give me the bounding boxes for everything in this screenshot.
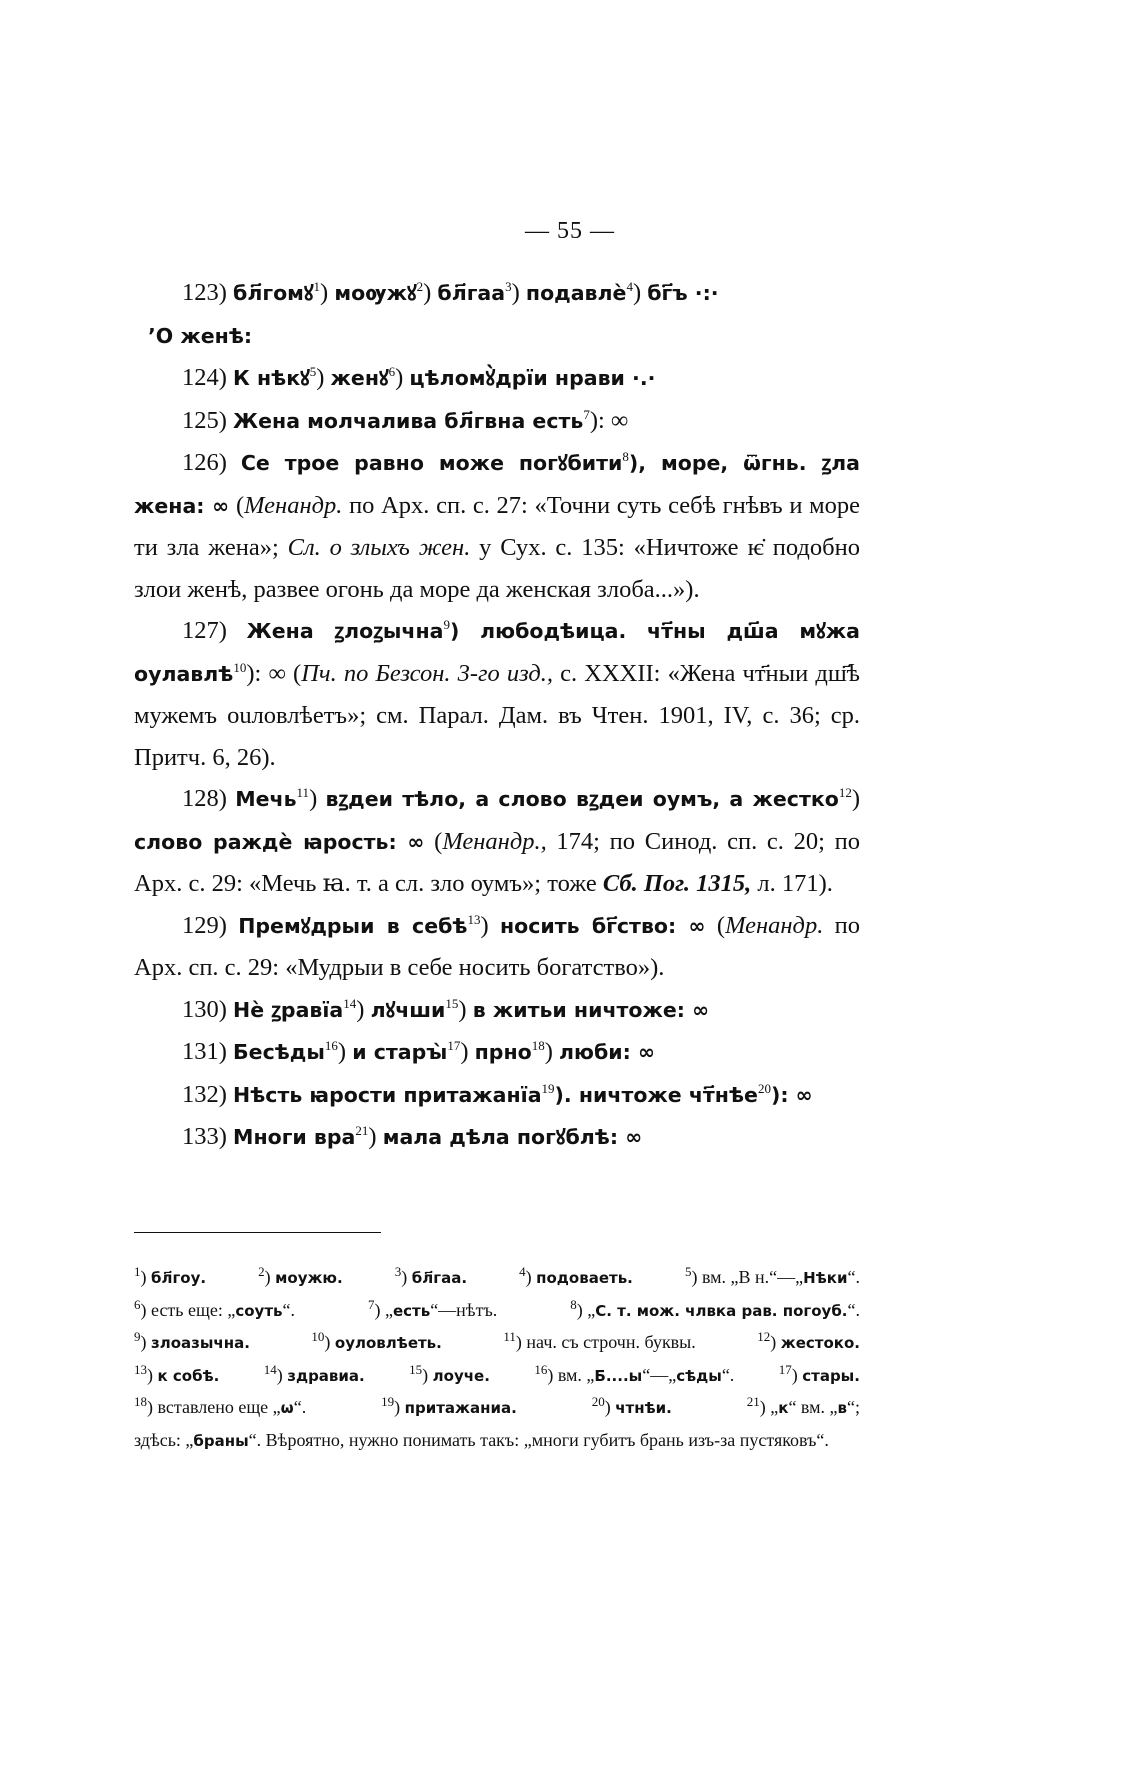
entry-133: 133) Многи вра$^{21}$) мала дѣла погꙋблѣ: ∞ [182, 1122, 643, 1150]
entry-131: 131) Бесѣды$^{16}$) и старꙑ̀$^{17}$) прно$^{18}$) люби: ∞ [182, 1037, 656, 1065]
footnote-number: 14 [263, 1361, 277, 1377]
footnote-number: 15 [409, 1361, 423, 1377]
source-title: Сб. Пог. 1315, [602, 870, 752, 897]
footnote-text: “—„ [642, 1364, 677, 1385]
footnote-ref: 21 [355, 1122, 369, 1138]
end-mark: : ∞ [597, 406, 629, 434]
footnote-text: “. Вѣроятно, нужно понимать такъ: „многи губитъ брань изъ-за пустяковъ“. [248, 1429, 829, 1450]
source-title: Менандр. [725, 911, 824, 939]
footnote-ref: 14 [343, 995, 357, 1011]
slavonic-text: прно [474, 1040, 532, 1064]
entry-number: 125) [182, 406, 227, 434]
slavonic-text: ) любодѣица. чт҃ны дш҃а мꙋжа оулавлѣ [134, 619, 860, 686]
footnote-text: браны [193, 1431, 249, 1450]
entry-130: 130) Нѐ ꙁравїа$^{14}$) лꙋчши$^{15}$) в житьи ничтоже: ∞ [182, 995, 710, 1023]
footnote-number: 20 [591, 1394, 605, 1409]
slavonic-text: носить бг҃ство: ∞ [499, 913, 706, 938]
footnote-text: притажаниа. [404, 1399, 517, 1417]
slavonic-text: женꙋ [330, 366, 389, 390]
footnote-text: “. [282, 1299, 295, 1320]
footnote-line: $^9$) злоазычна. $^{10}$) оуловлѣеть. $^{11}$) нач. съ строчн. буквы. $^{12}$) жестоко. [134, 1327, 860, 1360]
section-heading [134, 315, 860, 358]
commentary: ( [705, 911, 726, 939]
footnote-text: в [837, 1399, 847, 1417]
footnote-number: 6 [134, 1296, 141, 1312]
commentary: с. XXXII: «Жена чт҃ныи дш҃ѣ мужемъ ouловлѣетъ»; см. Парал. Дам. въ Чтен. 1901, IV, с. 36; ср. Притч. 6, 26). [134, 659, 860, 771]
slavonic-text: ): ∞ [770, 1082, 813, 1107]
footnote-ref: 13 [467, 911, 481, 927]
source-title: Пч. по Безсон. 3-го изд., [301, 659, 554, 687]
footnote-number: 5 [684, 1264, 692, 1279]
entry-number: 127) [182, 617, 227, 644]
slavonic-text: цѣломꙋ̀дрїи нрави ·.· [409, 366, 656, 390]
footnote-text: сѣды [676, 1366, 722, 1385]
footnote-number: 21 [746, 1394, 760, 1409]
commentary: по Арх. сп. с. 27: «Точни суть себѣ гнѣвъ и море ти зла жена»; [134, 491, 861, 561]
footnote-text: есть еще: „ [151, 1299, 236, 1320]
footnote-text: вставлено еще „ [157, 1397, 281, 1417]
footnote-ref: 4 [626, 278, 633, 294]
entry-125: 125) Жена молчалива бл҃гвна есть$^7$): ∞ [182, 406, 629, 434]
commentary: л. 171). [751, 870, 833, 897]
entry-number: 124) [182, 364, 227, 391]
footnote-text: здѣсь: „ [134, 1429, 194, 1450]
footnote-number: 9 [134, 1329, 141, 1344]
slavonic-text: и старꙑ̀ [352, 1040, 448, 1064]
commentary: по Арх. сп. с. 29: «Мудрыи в себе носить богатство»). [134, 911, 860, 981]
footnote-text: ѡ [280, 1399, 294, 1417]
footnotes [134, 1262, 860, 1457]
source-title: Сл. о злыхъ жен. [287, 534, 471, 561]
slavonic-text: в житьи ничтоже: ∞ [472, 997, 710, 1022]
entry-128: 128) Мечь$^{11}$) вꙁдеи тѣло, а слово вꙁдеи оумъ, а жестко$^{12}$) слово раждѐ ꙗрость: ∞ (Менандр., 174; по Синод. сп. с. 20; по Арх. с. 29: «Мечь ꙗ. т. а сл. зло оумъ»; тоже Сб. Пог. 1315, л. 171). [134, 784, 861, 897]
slavonic-text: Нѐ ꙁравїа [233, 997, 344, 1022]
entry-126 [134, 442, 860, 610]
footnote-ref: 18 [531, 1037, 545, 1053]
heading-text: ’О женѣ: [148, 323, 253, 348]
footnote-text: стары. [802, 1366, 860, 1385]
page-number: — 55 — [525, 218, 615, 244]
entry-129: 129) Премꙋдрыи в себѣ$^{13}$) носить бг҃ство: ∞ (Менандр. по Арх. сп. с. 29: «Мудрыи в себе носить богатство»). [134, 911, 860, 981]
footnote-number: 12 [757, 1329, 771, 1344]
footnote-text: вм. „В н.“—„ [701, 1267, 804, 1287]
commentary: ( [424, 827, 443, 855]
footnote-ref: 7 [583, 406, 590, 422]
footnote-text: бл҃гаа. [411, 1269, 468, 1287]
footnote-number: 10 [311, 1329, 325, 1344]
footnote-number: 4 [519, 1264, 526, 1279]
footnote-text: к собѣ. [157, 1366, 220, 1385]
footnote-ref: 11 [296, 784, 310, 800]
entry-124: 124) К нѣкꙋ$^5$) женꙋ$^6$) цѣломꙋ̀дрїи нрави ·.· [182, 363, 656, 391]
footnote-ref: 9 [443, 616, 450, 632]
footnote-text: „ [384, 1299, 393, 1320]
footnote-text: оуловлѣеть. [334, 1334, 442, 1352]
footnote-number: 7 [367, 1296, 375, 1312]
footnote-number: 3 [394, 1264, 402, 1279]
footnote-ref: 5 [309, 363, 317, 379]
footnote-ref: 10 [233, 659, 247, 675]
slavonic-text: бг҃ъ ·:· [647, 281, 719, 305]
slavonic-text: подавлѐ [525, 281, 627, 305]
footnote-text: С. т. мож. члвка рав. погоуб. [595, 1301, 848, 1320]
footnote-ref: 6 [388, 363, 396, 379]
footnote-ref: 17 [447, 1037, 461, 1053]
entry-number: 129) [182, 911, 227, 939]
footnote-text: нач. съ строчн. буквы. [526, 1332, 696, 1352]
footnote-text: “. [847, 1299, 860, 1320]
slavonic-text: Бесѣды [233, 1040, 325, 1064]
slavonic-text: Премꙋдрыи в себѣ [238, 913, 468, 938]
footnote-text: “; [847, 1397, 860, 1417]
footnote-text: Б....ы [594, 1366, 643, 1385]
footnote-text: “. [293, 1397, 307, 1417]
entry-number: 130) [182, 995, 227, 1023]
footnote-text: злоазычна. [151, 1334, 250, 1352]
footnote-text: “ вм. „ [788, 1397, 838, 1417]
commentary: 174; по Синод. сп. с. 20; по Арх. с. 29: «Мечь ꙗ. т. а сл. зло оумъ»; тоже [134, 827, 860, 897]
footnote-ref: 16 [324, 1037, 338, 1053]
commentary: ( [235, 491, 245, 519]
slavonic-text: Жена ꙁлоꙁычна [246, 619, 444, 643]
footnote-number: 11 [503, 1329, 516, 1344]
footnote-text: “. [847, 1267, 860, 1287]
slavonic-text: К нѣкꙋ [233, 366, 310, 390]
footnote-line: $^{18}$) вставлено еще „ѡ“. $^{19}$) притажаниа. $^{20}$) чтнѣи. $^{21}$) „к“ вм. „в“; [134, 1392, 860, 1425]
entry-number: 128) [182, 785, 227, 812]
slavonic-text: Жена молчалива бл҃гвна есть [233, 408, 584, 433]
footnote-ref: 20 [757, 1080, 771, 1096]
slavonic-text: лꙋчши [370, 997, 446, 1022]
footnote-text: лоуче. [432, 1366, 490, 1385]
commentary: у Сух. с. 135: «Ничтоже ѥ̇ подобно злои женѣ, развее огонь да море да женская злоба...»). [134, 534, 860, 603]
footnote-text: “. [721, 1364, 735, 1385]
slavonic-text: мала дѣла погꙋблѣ: ∞ [382, 1125, 643, 1149]
footnote-ref: 8 [622, 448, 629, 464]
footnote-number: 19 [381, 1394, 395, 1409]
source-title: Менандр., [442, 827, 547, 855]
footnote-number: 17 [778, 1361, 792, 1377]
footnote-line: $^1$) бл҃гоу. $^2$) моужю. $^3$) бл҃гаа. $^4$) подоваеть. $^5$) вм. „В н.“—„Нѣки“. [134, 1262, 860, 1295]
footnote-number: 13 [134, 1361, 147, 1377]
footnote-ref: 3 [505, 278, 512, 294]
slavonic-text: бл҃гомꙋ [233, 281, 314, 305]
footnote-text: „ [770, 1397, 779, 1417]
main-text [134, 272, 860, 1159]
entry-number: 133) [182, 1123, 227, 1150]
footnote-line [134, 1425, 860, 1458]
slavonic-text: люби: ∞ [559, 1040, 656, 1064]
footnote-ref: 12 [838, 784, 852, 800]
footnote-divider [134, 1232, 381, 1233]
entry-132 [134, 1074, 860, 1117]
slavonic-text: Се трое равно може погꙋбити [240, 451, 623, 475]
footnote-text: „ [587, 1299, 596, 1320]
footnote-text: соуть [235, 1301, 283, 1320]
footnote-number: 2 [258, 1264, 265, 1279]
footnote-ref: 19 [541, 1080, 555, 1096]
entry-number: 126) [182, 449, 227, 476]
slavonic-text: ), море, ѿгнь. ꙁла жена: ∞ [134, 451, 861, 518]
footnote-text: “—нѣтъ. [430, 1299, 498, 1320]
slavonic-text: Нѣсть ꙗрости притажанїа [233, 1082, 542, 1107]
entry-number: 132) [182, 1080, 227, 1108]
footnote-text: бл҃гоу. [151, 1269, 207, 1287]
entry-number: 123) [182, 279, 227, 306]
slavonic-text: вꙁдеи тѣло, а слово вꙁдеи оумъ, а жестко [325, 787, 839, 811]
footnote-number: 1 [134, 1264, 141, 1279]
footnote-ref: 15 [445, 995, 459, 1011]
footnote-text: моужю. [275, 1269, 343, 1287]
footnote-line: $^{13}$) к собѣ. $^{14}$) здравиа. $^{15}$) лоуче. $^{16}$) вм. „Б....ы“—„сѣды“. $^{17}$) стары. [134, 1360, 860, 1393]
slavonic-text: Многи вра [233, 1125, 356, 1149]
footnote-text: подоваеть. [536, 1269, 633, 1287]
slavonic-text: бл҃гаа [437, 281, 506, 305]
source-title: Менандр. [244, 491, 343, 519]
footnote-text: Нѣки [803, 1269, 848, 1287]
slavonic-text: слово раждѐ ꙗрость: ∞ [134, 829, 425, 854]
slavonic-text: Мечь [235, 787, 297, 811]
footnote-line: $^6$) есть еще: „соуть“. $^7$) „есть“—нѣтъ. $^8$) „С. т. мож. члвка рав. погоуб.“. [134, 1295, 860, 1328]
entry-127 [134, 610, 860, 778]
footnote-text: здравиа. [287, 1366, 365, 1385]
commentary: ): ∞ ( [246, 659, 302, 687]
slavonic-text: моѹжꙋ [334, 281, 417, 305]
footnote-number: 16 [534, 1361, 548, 1377]
entry-123: 123) бл҃гомꙋ$^1$) моѹжꙋ$^2$) бл҃гаа$^3$) подавлѐ$^4$) бг҃ъ ·:· [182, 278, 719, 306]
footnote-text: есть [392, 1301, 431, 1320]
footnote-ref: 2 [416, 278, 424, 294]
footnote-number: 18 [134, 1394, 147, 1409]
footnote-text: жестоко. [780, 1334, 860, 1352]
footnote-ref: 1 [313, 278, 321, 294]
footnote-text: вм. „ [557, 1364, 595, 1385]
slavonic-text: ). ничтоже чт҃нѣе [554, 1082, 758, 1107]
footnote-number: 8 [570, 1296, 577, 1312]
footnote-text: к [778, 1399, 789, 1417]
footnote-text: чтнѣи. [615, 1399, 672, 1417]
entry-number: 131) [182, 1038, 227, 1065]
